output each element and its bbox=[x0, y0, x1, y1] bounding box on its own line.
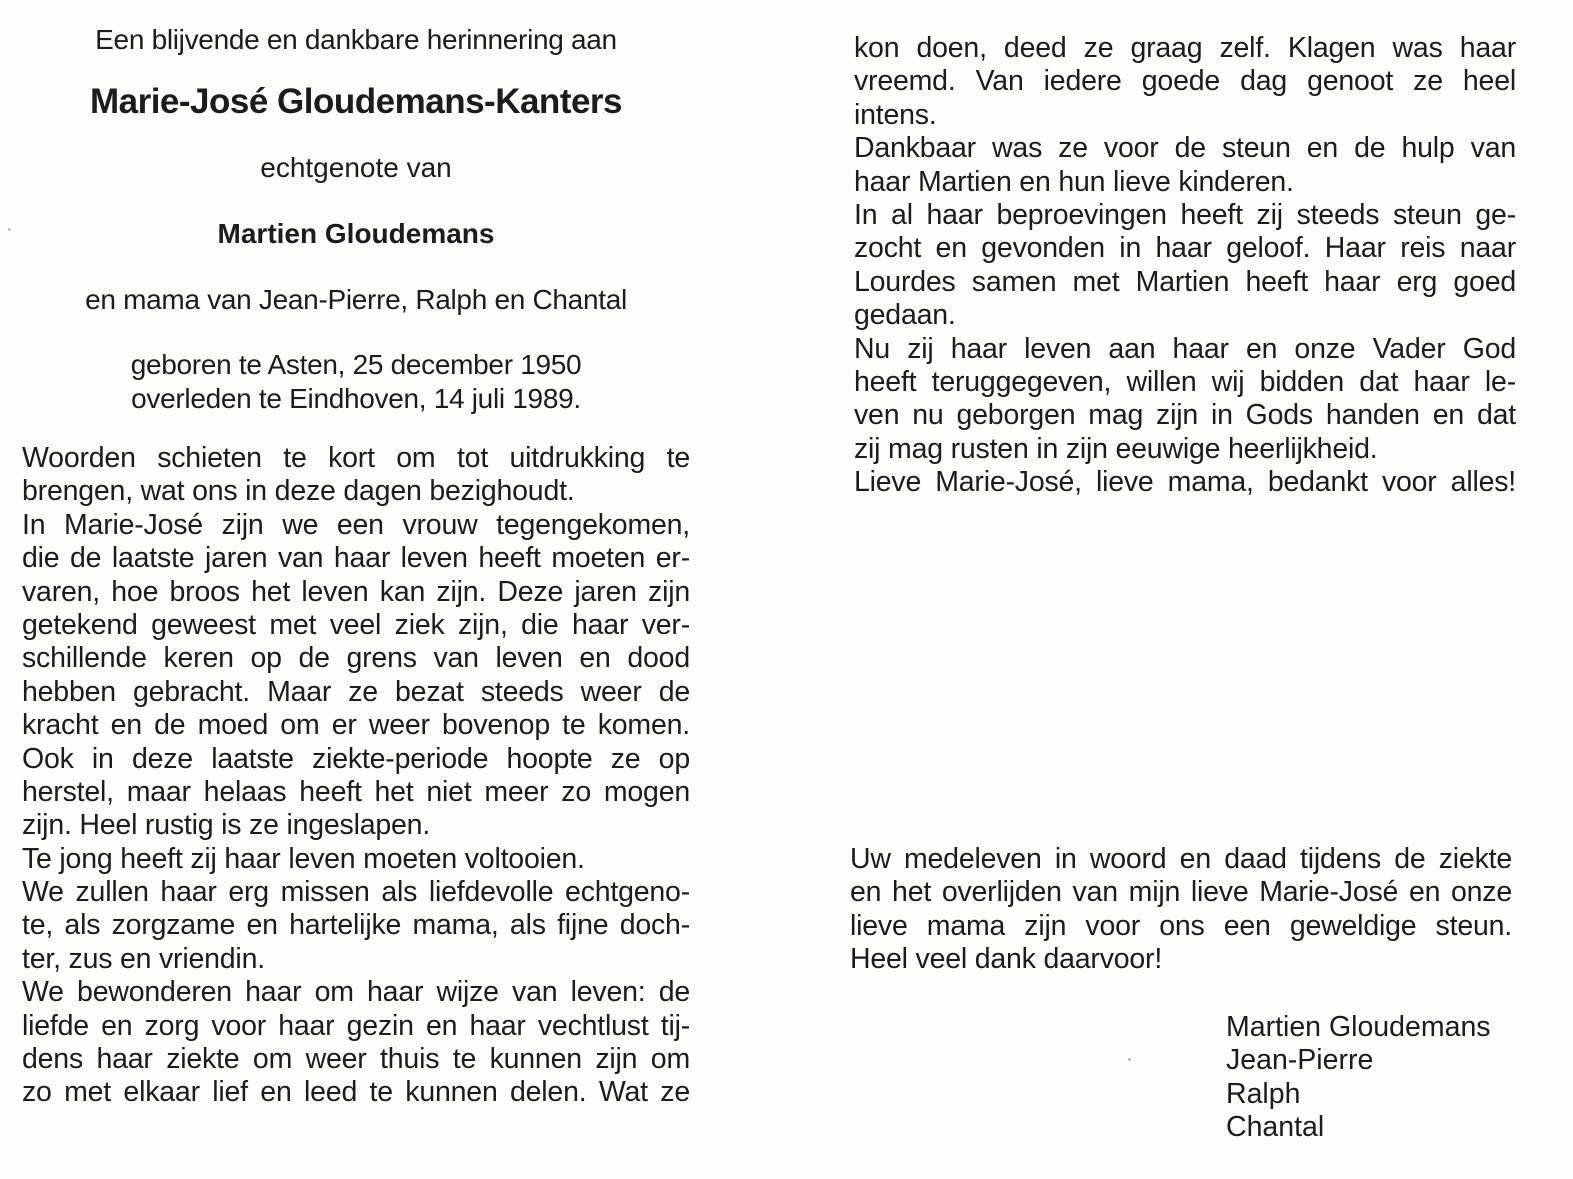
card-header bbox=[22, 22, 690, 416]
text-line: zijn. Heel rustig is ze ingeslapen. bbox=[22, 809, 431, 842]
text-line: zo met elkaar lief en leed te kunnen delen. Wat ze bbox=[22, 1076, 690, 1109]
text-line: kon doen, deed ze graag zelf. Klagen was haar bbox=[854, 32, 1516, 64]
text-line: In Marie-José zijn we een vrouw tegengekomen, bbox=[22, 508, 690, 541]
text-line: Heel veel dank daarvoor! bbox=[850, 943, 1163, 976]
text-line: gedaan. bbox=[854, 299, 956, 332]
text-line: Ook in deze laatste ziekte-periode hoopte ze op bbox=[22, 742, 690, 775]
text-line: te, als zorgzame en hartelijke mama, als fijne doch- bbox=[22, 909, 690, 942]
signature-line: Ralph bbox=[1226, 1077, 1301, 1110]
text-line: Lourdes samen met Martien heeft haar erg goed bbox=[854, 265, 1516, 298]
text-line: brengen, wat ons in deze dagen bezighoudt. bbox=[22, 475, 575, 508]
signature-block bbox=[1226, 1011, 1546, 1145]
paper-speck bbox=[1128, 1058, 1131, 1061]
text-line: schillende keren op de grens van leven en dood bbox=[22, 642, 690, 675]
text-line: zocht en gevonden in haar geloof. Haar reis naar bbox=[854, 232, 1516, 265]
text-line: zij mag rusten in zijn eeuwige heerlijkheid. bbox=[854, 432, 1378, 465]
text-line: We zullen haar erg missen als liefdevolle echtgeno- bbox=[22, 876, 690, 909]
dates-block bbox=[22, 348, 690, 416]
text-line: vreemd. Van iedere goede dag genoot ze heel bbox=[854, 65, 1516, 98]
text-line: hebben gebracht. Maar ze bezat steeds weer de bbox=[22, 675, 690, 708]
spouse-label: echtgenote van bbox=[260, 152, 452, 183]
text-line: Woorden schieten te kort om tot uitdrukking te bbox=[22, 442, 690, 474]
deceased-name: Marie-José Gloudemans-Kanters bbox=[89, 82, 623, 121]
text-line: We bewonderen haar om haar wijze van leven: de bbox=[22, 976, 690, 1009]
signature-line: Martien Gloudemans bbox=[1226, 1011, 1491, 1043]
text-line: ter, zus en vriendin. bbox=[22, 942, 265, 975]
text-line: Lieve Marie-José, lieve mama, bedankt voor alles! bbox=[854, 466, 1516, 499]
paper-speck bbox=[8, 228, 11, 231]
text-line: en het overlijden van mijn lieve Marie-José en onze bbox=[850, 876, 1512, 909]
text-line: Uw medeleven in woord en daad tijdens de ziekte bbox=[850, 843, 1512, 875]
text-line: ven nu geborgen mag zijn in Gods handen en dat bbox=[854, 399, 1516, 432]
signature-line: Chantal bbox=[1226, 1111, 1325, 1144]
text-line: intens. bbox=[854, 98, 937, 131]
children-line: en mama van Jean-Pierre, Ralph en Chantal bbox=[85, 284, 627, 315]
intro-line: Een blijvende en dankbare herinnering aan bbox=[95, 24, 617, 55]
text-line: Te jong heeft zij haar leven moeten voltooien. bbox=[22, 842, 585, 875]
text-line: In al haar beproevingen heeft zij steeds steun ge- bbox=[854, 198, 1516, 231]
birth-line: geboren te Asten, 25 december 1950 bbox=[130, 349, 582, 380]
text-line: Nu zij haar leven aan haar en onze Vader God bbox=[854, 332, 1516, 365]
text-line: dens haar ziekte om weer thuis te kunnen zijn om bbox=[22, 1043, 690, 1076]
signature-line: Jean-Pierre bbox=[1226, 1044, 1374, 1077]
text-line: getekend geweest met veel ziek zijn, die haar ver- bbox=[22, 608, 690, 641]
left-text-block bbox=[22, 442, 690, 1110]
text-line: die de laatste jaren van haar leven heeft moeten er- bbox=[22, 542, 690, 575]
text-line: haar Martien en hun lieve kinderen. bbox=[854, 165, 1294, 198]
text-line: varen, hoe broos het leven kan zijn. Deze jaren zijn bbox=[22, 575, 690, 608]
thanks-block bbox=[850, 843, 1512, 977]
text-line: kracht en de moed om er weer bovenop te komen. bbox=[22, 709, 690, 742]
text-line: lieve mama zijn voor ons een geweldige steun. bbox=[850, 909, 1512, 942]
text-line: herstel, maar helaas heeft het niet meer zo mogen bbox=[22, 775, 690, 808]
death-line: overleden te Eindhoven, 14 juli 1989. bbox=[131, 383, 581, 414]
text-line: Dankbaar was ze voor de steun en de hulp van bbox=[854, 132, 1516, 165]
left-column bbox=[22, 22, 690, 1110]
text-line: heeft teruggegeven, willen wij bidden dat haar le- bbox=[854, 365, 1516, 398]
text-line: liefde en zorg voor haar gezin en haar vechtlust tij- bbox=[22, 1009, 690, 1042]
spouse-name: Martien Gloudemans bbox=[217, 218, 495, 249]
right-column bbox=[854, 32, 1516, 499]
